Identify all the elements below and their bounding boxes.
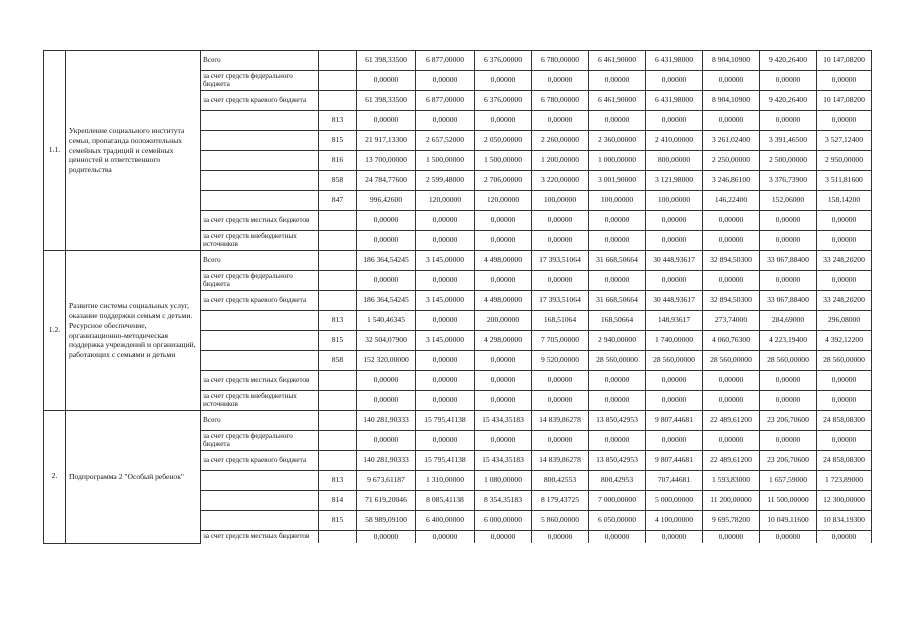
amount-cell: 10 834,19300	[817, 511, 872, 531]
budget-code: 815	[319, 331, 357, 351]
budget-code: 813	[319, 471, 357, 491]
amount-cell: 4 060,76300	[703, 331, 760, 351]
amount-cell: 4 498,00000	[475, 251, 532, 271]
amount-cell: 152,06000	[760, 191, 817, 211]
amount-cell: 168,50664	[589, 311, 646, 331]
amount-cell: 152 320,00000	[357, 351, 416, 371]
amount-cell: 6 050,00000	[589, 511, 646, 531]
amount-cell: 28 560,00000	[703, 351, 760, 371]
amount-cell: 0,00000	[817, 271, 872, 291]
amount-cell: 33 248,20200	[817, 291, 872, 311]
budget-code	[319, 431, 357, 451]
funding-source: за счет средств краевого бюджета	[201, 451, 319, 471]
amount-cell: 10 147,08200	[817, 91, 872, 111]
amount-cell: 23 206,70600	[760, 411, 817, 431]
amount-cell: 1 500,00000	[416, 151, 475, 171]
amount-cell: 6 461,90000	[589, 91, 646, 111]
budget-code	[319, 451, 357, 471]
amount-cell: 0,00000	[357, 71, 416, 91]
amount-cell: 22 489,61200	[703, 411, 760, 431]
amount-cell: 0,00000	[416, 311, 475, 331]
amount-cell: 0,00000	[760, 431, 817, 451]
funding-source	[201, 491, 319, 511]
amount-cell: 0,00000	[532, 231, 589, 251]
amount-cell: 6 431,98000	[646, 51, 703, 71]
amount-cell: 23 206,70600	[760, 451, 817, 471]
funding-source: за счет средств местных бюджетов	[201, 211, 319, 231]
funding-source	[201, 511, 319, 531]
table-body	[44, 51, 872, 544]
budget-code	[319, 391, 357, 411]
amount-cell: 6 400,00000	[416, 511, 475, 531]
budget-code: 815	[319, 131, 357, 151]
amount-cell: 146,22400	[703, 191, 760, 211]
amount-cell: 2 050,00000	[475, 131, 532, 151]
amount-cell: 4 100,00000	[646, 511, 703, 531]
budget-code: 813	[319, 311, 357, 331]
amount-cell: 0,00000	[760, 71, 817, 91]
amount-cell: 8 085,41138	[416, 491, 475, 511]
budget-code	[319, 291, 357, 311]
amount-cell: 800,00000	[646, 151, 703, 171]
amount-cell: 1 740,00000	[646, 331, 703, 351]
funding-source: за счет средств федерального бюджета	[201, 431, 319, 451]
amount-cell: 0,00000	[646, 531, 703, 544]
budget-code: 858	[319, 171, 357, 191]
amount-cell: 0,00000	[589, 431, 646, 451]
amount-cell: 12 300,00000	[817, 491, 872, 511]
amount-cell: 0,00000	[532, 271, 589, 291]
amount-cell: 0,00000	[532, 431, 589, 451]
amount-cell: 58 989,09100	[357, 511, 416, 531]
amount-cell: 28 560,00000	[589, 351, 646, 371]
amount-cell: 284,69000	[760, 311, 817, 331]
amount-cell: 0,00000	[475, 71, 532, 91]
budget-code: 814	[319, 491, 357, 511]
amount-cell: 140 281,90333	[357, 411, 416, 431]
amount-cell: 8 904,10900	[703, 91, 760, 111]
amount-cell: 0,00000	[646, 431, 703, 451]
amount-cell: 0,00000	[817, 391, 872, 411]
amount-cell: 0,00000	[416, 371, 475, 391]
amount-cell: 1 000,00000	[589, 151, 646, 171]
amount-cell: 31 668,50664	[589, 291, 646, 311]
amount-cell: 9 807,44681	[646, 411, 703, 431]
budget-code	[319, 271, 357, 291]
amount-cell: 0,00000	[703, 211, 760, 231]
amount-cell: 32 894,50300	[703, 291, 760, 311]
amount-cell: 296,08000	[817, 311, 872, 331]
amount-cell: 9 420,26400	[760, 91, 817, 111]
amount-cell: 0,00000	[817, 71, 872, 91]
budget-code	[319, 71, 357, 91]
amount-cell: 14 839,86278	[532, 451, 589, 471]
amount-cell: 32 504,07900	[357, 331, 416, 351]
funding-source	[201, 171, 319, 191]
budget-code	[319, 251, 357, 271]
budget-code	[319, 51, 357, 71]
amount-cell: 800,42953	[589, 471, 646, 491]
amount-cell: 2 599,48000	[416, 171, 475, 191]
amount-cell: 0,00000	[357, 271, 416, 291]
amount-cell: 4 298,00000	[475, 331, 532, 351]
amount-cell: 0,00000	[817, 371, 872, 391]
amount-cell: 8 904,10900	[703, 51, 760, 71]
amount-cell: 61 398,33500	[357, 91, 416, 111]
amount-cell: 0,00000	[817, 431, 872, 451]
amount-cell: 0,00000	[416, 111, 475, 131]
funding-source	[201, 111, 319, 131]
amount-cell: 13 850,42953	[589, 411, 646, 431]
amount-cell: 5 860,00000	[532, 511, 589, 531]
table-row	[44, 51, 872, 71]
table-row	[44, 251, 872, 271]
amount-cell: 21 917,13300	[357, 131, 416, 151]
amount-cell: 31 668,50664	[589, 251, 646, 271]
funding-source: Всего	[201, 251, 319, 271]
amount-cell: 3 511,81600	[817, 171, 872, 191]
funding-source	[201, 331, 319, 351]
amount-cell: 0,00000	[357, 391, 416, 411]
funding-source: Всего	[201, 411, 319, 431]
amount-cell: 3 527,12400	[817, 131, 872, 151]
budget-table	[43, 50, 872, 544]
amount-cell: 0,00000	[532, 211, 589, 231]
amount-cell: 0,00000	[589, 211, 646, 231]
amount-cell: 0,00000	[357, 231, 416, 251]
amount-cell: 8 354,35183	[475, 491, 532, 511]
amount-cell: 7 000,00000	[589, 491, 646, 511]
amount-cell: 24 858,08300	[817, 411, 872, 431]
amount-cell: 0,00000	[357, 211, 416, 231]
amount-cell: 0,00000	[475, 211, 532, 231]
amount-cell: 0,00000	[589, 531, 646, 544]
amount-cell: 0,00000	[703, 431, 760, 451]
amount-cell: 0,00000	[532, 71, 589, 91]
budget-code	[319, 371, 357, 391]
funding-source	[201, 151, 319, 171]
amount-cell: 0,00000	[646, 111, 703, 131]
amount-cell: 9 520,00000	[532, 351, 589, 371]
amount-cell: 2 250,00000	[703, 151, 760, 171]
funding-source: за счет средств местных бюджетов	[201, 371, 319, 391]
amount-cell: 800,42553	[532, 471, 589, 491]
amount-cell: 996,42600	[357, 191, 416, 211]
amount-cell: 30 448,93617	[646, 251, 703, 271]
amount-cell: 0,00000	[817, 211, 872, 231]
amount-cell: 1 723,89000	[817, 471, 872, 491]
amount-cell: 2 950,00000	[817, 151, 872, 171]
amount-cell: 13 700,00000	[357, 151, 416, 171]
section-index: 1.1.	[44, 51, 66, 251]
budget-code: 815	[319, 511, 357, 531]
amount-cell: 1 080,00000	[475, 471, 532, 491]
budget-code: 813	[319, 111, 357, 131]
amount-cell: 6 376,00000	[475, 51, 532, 71]
amount-cell: 6 780,00000	[532, 51, 589, 71]
amount-cell: 6 000,00000	[475, 511, 532, 531]
amount-cell: 0,00000	[703, 271, 760, 291]
amount-cell: 186 364,54245	[357, 251, 416, 271]
amount-cell: 2 706,00000	[475, 171, 532, 191]
amount-cell: 0,00000	[760, 371, 817, 391]
amount-cell: 9 807,44681	[646, 451, 703, 471]
amount-cell: 0,00000	[646, 231, 703, 251]
amount-cell: 6 431,98000	[646, 91, 703, 111]
amount-cell: 148,93617	[646, 311, 703, 331]
amount-cell: 0,00000	[703, 371, 760, 391]
amount-cell: 6 877,00000	[416, 51, 475, 71]
amount-cell: 13 850,42953	[589, 451, 646, 471]
funding-source	[201, 191, 319, 211]
amount-cell: 0,00000	[532, 531, 589, 544]
amount-cell: 30 448,93617	[646, 291, 703, 311]
amount-cell: 10 049,11600	[760, 511, 817, 531]
amount-cell: 3 246,86100	[703, 171, 760, 191]
amount-cell: 168,51064	[532, 311, 589, 331]
amount-cell: 0,00000	[589, 391, 646, 411]
budget-code: 816	[319, 151, 357, 171]
amount-cell: 5 000,00000	[646, 491, 703, 511]
amount-cell: 6 461,90000	[589, 51, 646, 71]
amount-cell: 186 364,54245	[357, 291, 416, 311]
amount-cell: 0,00000	[646, 271, 703, 291]
amount-cell: 71 619,20046	[357, 491, 416, 511]
amount-cell: 0,00000	[475, 351, 532, 371]
amount-cell: 0,00000	[475, 371, 532, 391]
funding-source: за счет средств краевого бюджета	[201, 91, 319, 111]
table-row	[44, 411, 872, 431]
amount-cell: 2 940,00000	[589, 331, 646, 351]
amount-cell: 0,00000	[760, 231, 817, 251]
amount-cell: 120,00000	[475, 191, 532, 211]
amount-cell: 32 894,50300	[703, 251, 760, 271]
amount-cell: 0,00000	[817, 531, 872, 544]
amount-cell: 33 067,88400	[760, 291, 817, 311]
amount-cell: 15 795,41138	[416, 451, 475, 471]
funding-source	[201, 311, 319, 331]
amount-cell: 8 179,43725	[532, 491, 589, 511]
amount-cell: 0,00000	[475, 231, 532, 251]
amount-cell: 158,14200	[817, 191, 872, 211]
budget-code	[319, 211, 357, 231]
amount-cell: 0,00000	[357, 111, 416, 131]
amount-cell: 0,00000	[532, 371, 589, 391]
amount-cell: 17 393,51064	[532, 251, 589, 271]
amount-cell: 0,00000	[475, 431, 532, 451]
funding-source	[201, 131, 319, 151]
amount-cell: 0,00000	[760, 531, 817, 544]
amount-cell: 9 673,61187	[357, 471, 416, 491]
amount-cell: 22 489,61200	[703, 451, 760, 471]
amount-cell: 0,00000	[703, 71, 760, 91]
amount-cell: 3 145,00000	[416, 291, 475, 311]
section-index: 2.	[44, 411, 66, 544]
amount-cell: 11 200,00000	[703, 491, 760, 511]
amount-cell: 0,00000	[760, 391, 817, 411]
amount-cell: 3 261,02400	[703, 131, 760, 151]
amount-cell: 9 695,78200	[703, 511, 760, 531]
amount-cell: 2 260,00000	[532, 131, 589, 151]
amount-cell: 0,00000	[475, 271, 532, 291]
amount-cell: 0,00000	[589, 271, 646, 291]
funding-source: за счет средств федерального бюджета	[201, 271, 319, 291]
amount-cell: 200,00000	[475, 311, 532, 331]
amount-cell: 15 795,41138	[416, 411, 475, 431]
amount-cell: 0,00000	[416, 231, 475, 251]
amount-cell: 1 200,00000	[532, 151, 589, 171]
amount-cell: 3 376,73900	[760, 171, 817, 191]
funding-source	[201, 471, 319, 491]
funding-source: за счет средств федерального бюджета	[201, 71, 319, 91]
amount-cell: 0,00000	[532, 111, 589, 131]
funding-source	[201, 351, 319, 371]
amount-cell: 0,00000	[357, 431, 416, 451]
amount-cell: 0,00000	[703, 531, 760, 544]
amount-cell: 28 560,00000	[817, 351, 872, 371]
amount-cell: 707,44681	[646, 471, 703, 491]
amount-cell: 28 560,00000	[646, 351, 703, 371]
amount-cell: 0,00000	[760, 111, 817, 131]
amount-cell: 4 498,00000	[475, 291, 532, 311]
amount-cell: 0,00000	[416, 271, 475, 291]
amount-cell: 0,00000	[416, 211, 475, 231]
amount-cell: 0,00000	[646, 371, 703, 391]
amount-cell: 0,00000	[589, 111, 646, 131]
budget-code	[319, 411, 357, 431]
amount-cell: 0,00000	[589, 371, 646, 391]
amount-cell: 6 376,00000	[475, 91, 532, 111]
amount-cell: 1 310,00000	[416, 471, 475, 491]
amount-cell: 1 500,00000	[475, 151, 532, 171]
amount-cell: 6 877,00000	[416, 91, 475, 111]
amount-cell: 1 657,59000	[760, 471, 817, 491]
amount-cell: 0,00000	[817, 231, 872, 251]
amount-cell: 1 593,83000	[703, 471, 760, 491]
amount-cell: 17 393,51064	[532, 291, 589, 311]
amount-cell: 24 784,77600	[357, 171, 416, 191]
amount-cell: 14 839,86278	[532, 411, 589, 431]
section-title: Укрепление социального института семьи, пропаганда положительных семейных традиций и семейных ценностей и ответственного родительства	[66, 51, 201, 251]
amount-cell: 0,00000	[589, 71, 646, 91]
funding-source: за счет средств краевого бюджета	[201, 291, 319, 311]
amount-cell: 100,00000	[589, 191, 646, 211]
amount-cell: 1 540,46345	[357, 311, 416, 331]
section-index: 1.2.	[44, 251, 66, 411]
amount-cell: 10 147,08200	[817, 51, 872, 71]
amount-cell: 61 398,33500	[357, 51, 416, 71]
amount-cell: 0,00000	[475, 111, 532, 131]
amount-cell: 28 560,00000	[760, 351, 817, 371]
amount-cell: 120,00000	[416, 191, 475, 211]
amount-cell: 0,00000	[357, 371, 416, 391]
amount-cell: 100,00000	[532, 191, 589, 211]
amount-cell: 0,00000	[703, 231, 760, 251]
amount-cell: 0,00000	[475, 391, 532, 411]
amount-cell: 0,00000	[760, 271, 817, 291]
amount-cell: 15 434,35183	[475, 451, 532, 471]
amount-cell: 100,00000	[646, 191, 703, 211]
amount-cell: 0,00000	[646, 211, 703, 231]
amount-cell: 0,00000	[646, 391, 703, 411]
amount-cell: 0,00000	[416, 431, 475, 451]
section-title: Развитие системы социальных услуг, оказание поддержки семьям с детьми. Ресурсное обеспечение, организационно-методическая поддержка учреждений и организаций, работающих с семьями и детьми	[66, 251, 201, 411]
budget-code: 847	[319, 191, 357, 211]
amount-cell: 9 420,26400	[760, 51, 817, 71]
amount-cell: 0,00000	[416, 531, 475, 544]
amount-cell: 0,00000	[703, 111, 760, 131]
amount-cell: 0,00000	[760, 211, 817, 231]
amount-cell: 0,00000	[646, 71, 703, 91]
budget-code	[319, 531, 357, 544]
amount-cell: 24 858,08300	[817, 451, 872, 471]
amount-cell: 2 657,52000	[416, 131, 475, 151]
amount-cell: 0,00000	[589, 231, 646, 251]
amount-cell: 0,00000	[357, 531, 416, 544]
amount-cell: 0,00000	[416, 351, 475, 371]
budget-code	[319, 91, 357, 111]
budget-code: 858	[319, 351, 357, 371]
amount-cell: 3 001,90000	[589, 171, 646, 191]
amount-cell: 4 392,12200	[817, 331, 872, 351]
amount-cell: 3 145,00000	[416, 331, 475, 351]
amount-cell: 273,74000	[703, 311, 760, 331]
funding-source: за счет средств местных бюджетов	[201, 531, 319, 544]
funding-source: за счет средств внебюджетных источников	[201, 391, 319, 411]
amount-cell: 0,00000	[416, 391, 475, 411]
section-title: Подпрограмма 2 "Особый ребенок"	[66, 411, 201, 544]
amount-cell: 4 223,19400	[760, 331, 817, 351]
amount-cell: 33 248,20200	[817, 251, 872, 271]
amount-cell: 11 500,00000	[760, 491, 817, 511]
amount-cell: 0,00000	[416, 71, 475, 91]
amount-cell: 3 145,00000	[416, 251, 475, 271]
funding-source: Всего	[201, 51, 319, 71]
amount-cell: 15 434,35183	[475, 411, 532, 431]
amount-cell: 3 220,00000	[532, 171, 589, 191]
amount-cell: 6 780,00000	[532, 91, 589, 111]
amount-cell: 0,00000	[703, 391, 760, 411]
amount-cell: 7 705,00000	[532, 331, 589, 351]
amount-cell: 0,00000	[817, 111, 872, 131]
amount-cell: 0,00000	[532, 391, 589, 411]
amount-cell: 3 121,98000	[646, 171, 703, 191]
amount-cell: 2 410,00000	[646, 131, 703, 151]
amount-cell: 0,00000	[475, 531, 532, 544]
amount-cell: 33 067,88400	[760, 251, 817, 271]
amount-cell: 2 500,00000	[760, 151, 817, 171]
budget-code	[319, 231, 357, 251]
amount-cell: 2 360,00000	[589, 131, 646, 151]
funding-source: за счет средств внебюджетных источников	[201, 231, 319, 251]
amount-cell: 140 281,90333	[357, 451, 416, 471]
amount-cell: 3 391,46500	[760, 131, 817, 151]
